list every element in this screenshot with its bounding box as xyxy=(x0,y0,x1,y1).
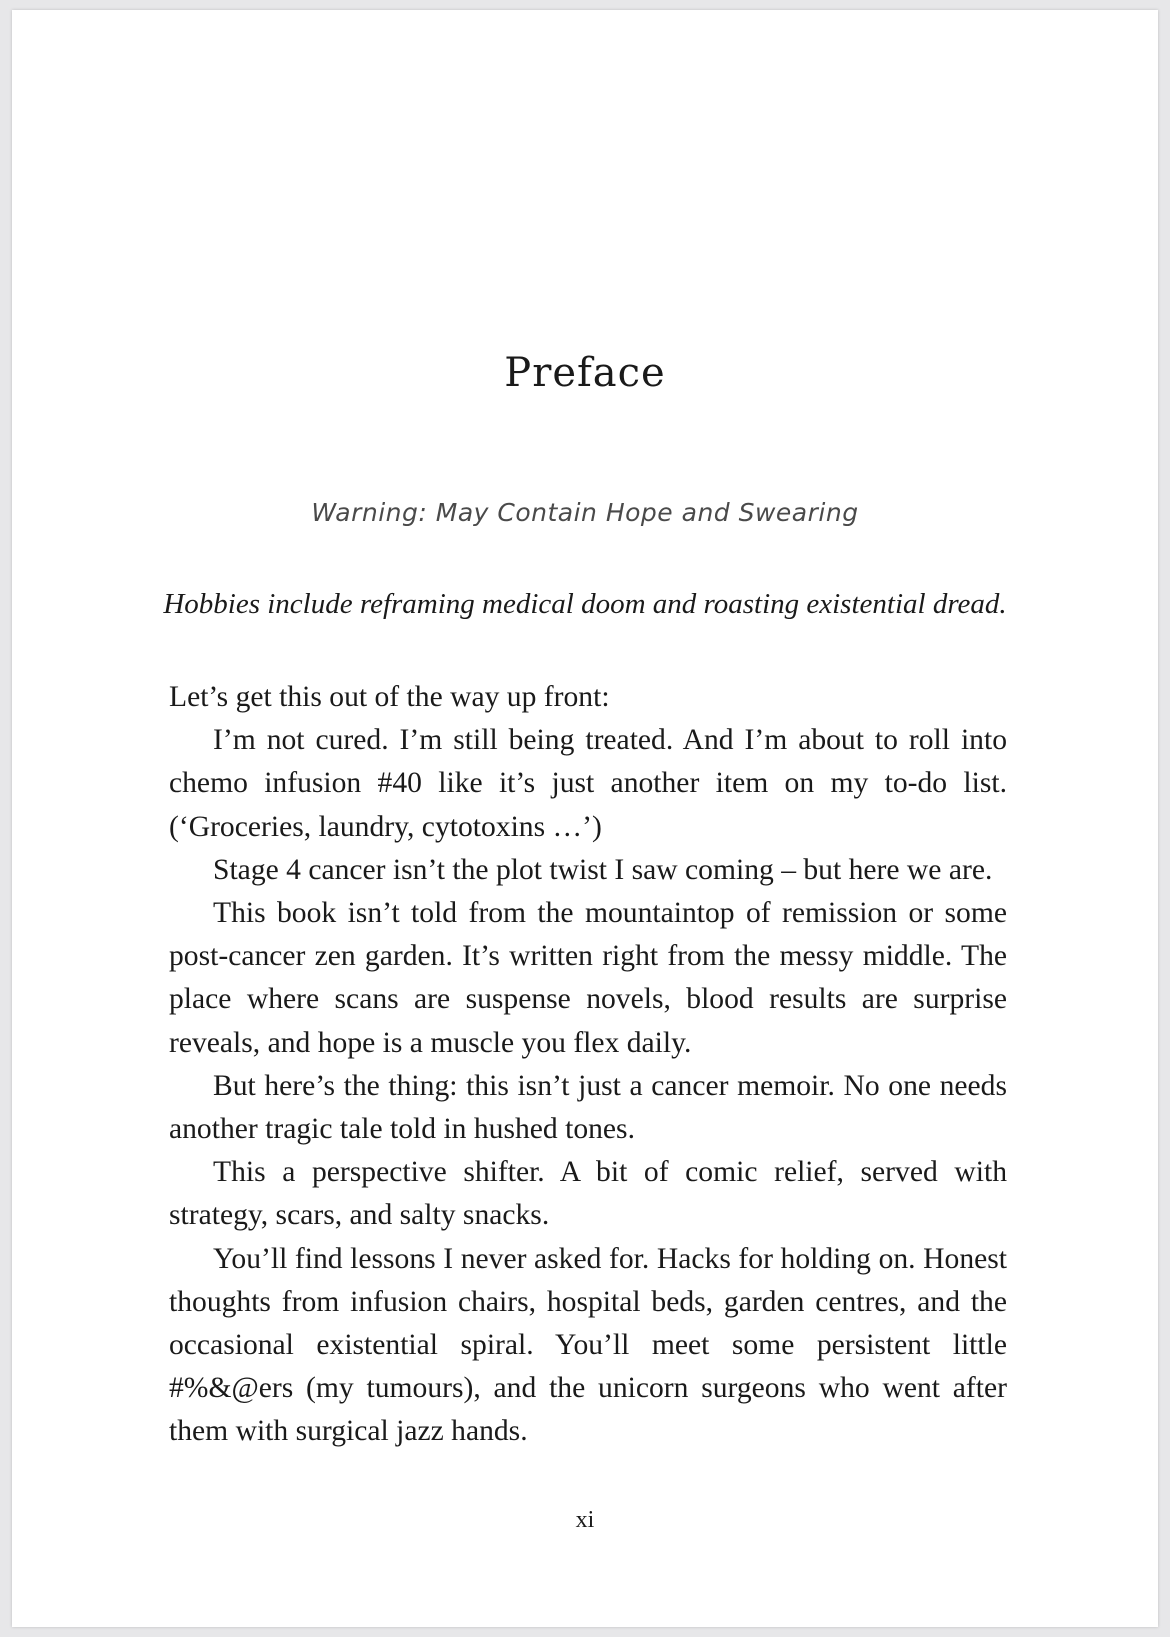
epigraph: Hobbies include reframing medical doom and roasting existential dread. xyxy=(163,588,1007,620)
paragraph: I’m not cured. I’m still being treated. And I’m about to roll into chemo infusion #40 like it’s just another item on my to-do list. (‘Groceries, laundry, cytotoxins …’) xyxy=(169,724,1007,843)
page-title: Preface xyxy=(504,350,666,396)
paragraph: This book isn’t told from the mountaintop of remission or some post-cancer zen garden. It’s written right from the messy middle. The place where scans are suspense novels, blood results are surprise reveals, and hope is a muscle you flex daily. xyxy=(169,897,1007,1059)
book-page xyxy=(12,10,1158,1627)
paragraph: Let’s get this out of the way up front: xyxy=(169,681,610,713)
page-number: xi xyxy=(575,1507,595,1533)
paragraph: You’ll find lessons I never asked for. Hacks for holding on. Honest thoughts from infusion chairs, hospital beds, garden centres, and the occasional existential spiral. You’ll meet some persistent little #%&@ers (my tumours), and the unicorn surgeons who went after them with surgical jazz hands. xyxy=(169,1242,1007,1448)
paragraph: This a perspective shifter. A bit of comic relief, served with strategy, scars, and salty snacks. xyxy=(169,1156,1007,1232)
body-text xyxy=(169,676,1007,1454)
paragraph: But here’s the thing: this isn’t just a cancer memoir. No one needs another tragic tale told in hushed tones. xyxy=(169,1069,1007,1146)
paragraph: Stage 4 cancer isn’t the plot twist I saw coming – but here we are. xyxy=(213,853,993,886)
subtitle: Warning: May Contain Hope and Swearing xyxy=(311,498,859,527)
